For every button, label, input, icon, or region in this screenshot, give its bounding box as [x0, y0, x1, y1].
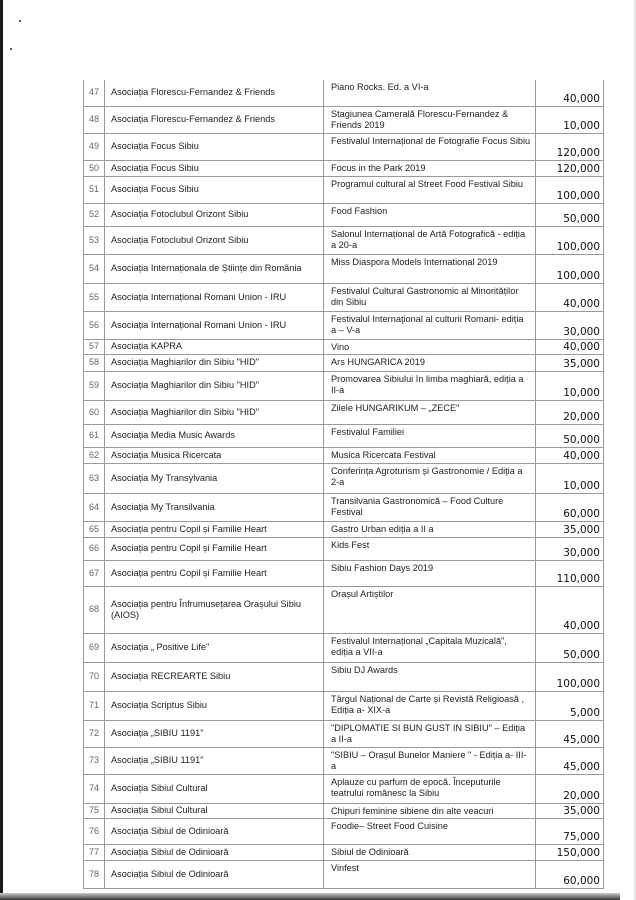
organization-cell: Asociația Maghiarilor din Sibiu "HID": [105, 354, 324, 371]
table-row: [84, 537, 604, 560]
project-cell: Festivalul Internaţional al culturii Romani- ediția a – V-a: [324, 311, 536, 339]
table-row: [84, 80, 604, 106]
row-number: 58: [84, 354, 105, 371]
row-number: 77: [84, 844, 105, 860]
amount-cell: 50,000: [536, 633, 604, 662]
project-cell: Vinfest: [324, 860, 536, 888]
row-number: 67: [84, 560, 105, 586]
amount-cell: 30,000: [536, 311, 604, 339]
row-number: 74: [84, 774, 105, 803]
amount-cell: 35,000: [536, 803, 604, 818]
row-number: 71: [84, 691, 105, 720]
organization-cell: Asociația „SIBIU 1191": [105, 747, 324, 774]
row-number: 76: [84, 818, 105, 844]
amount-cell: 5,000: [536, 691, 604, 720]
row-number: 72: [84, 720, 105, 747]
organization-cell: Asociația Internațional Romani Union - IRU: [105, 283, 324, 311]
row-number: 55: [84, 283, 105, 311]
row-number: 53: [84, 226, 105, 254]
row-number: 47: [84, 80, 105, 106]
amount-cell: 150,000: [536, 844, 604, 860]
amount-cell: 10,000: [536, 463, 604, 493]
row-number: 78: [84, 860, 105, 888]
table-row: [84, 106, 604, 133]
project-cell: Festivalul Internațional „Capitala Muzicală", ediția a VII-a: [324, 633, 536, 662]
amount-cell: 40,000: [536, 447, 604, 463]
table-row: [84, 521, 604, 537]
grants-table-body: [84, 80, 604, 888]
amount-cell: 120,000: [536, 160, 604, 176]
organization-cell: Asociația Focus Sibiu: [105, 160, 324, 176]
project-cell: Musica Ricercata Festival: [324, 447, 536, 463]
table-row: [84, 633, 604, 662]
table-row: [84, 203, 604, 226]
table-row: [84, 254, 604, 283]
table-row: [84, 339, 604, 354]
project-cell: Kids Fest: [324, 537, 536, 560]
table-row: [84, 844, 604, 860]
organization-cell: Asociația Musica Ricercata: [105, 447, 324, 463]
organization-cell: Asociația RECREARTE Sibiu: [105, 662, 324, 691]
organization-cell: Asociația Internaționala de Științe din România: [105, 254, 324, 283]
row-number: 57: [84, 339, 105, 354]
amount-cell: 60,000: [536, 860, 604, 888]
project-cell: Sibiu Fashion Days 2019: [324, 560, 536, 586]
project-cell: Food Fashion: [324, 203, 536, 226]
project-cell: "SIBIU – Orașul Bunelor Maniere " - Ediția a- III-a: [324, 747, 536, 774]
project-cell: Orașul Artiștilor: [324, 586, 536, 633]
grants-table: [83, 80, 604, 889]
table-row: [84, 720, 604, 747]
organization-cell: Asociația Maghiarilor din Sibiu "HID": [105, 371, 324, 400]
organization-cell: Asociația Internațional Romani Union - IRU: [105, 311, 324, 339]
row-number: 59: [84, 371, 105, 400]
project-cell: Transilvania Gastronomică – Food Culture Festival: [324, 493, 536, 521]
project-cell: Promovarea Sibiului în limba maghiară, ediția a II-a: [324, 371, 536, 400]
table-row: [84, 283, 604, 311]
organization-cell: Asociația Focus Sibiu: [105, 176, 324, 203]
row-number: 51: [84, 176, 105, 203]
row-number: 70: [84, 662, 105, 691]
amount-cell: 50,000: [536, 203, 604, 226]
amount-cell: 10,000: [536, 106, 604, 133]
organization-cell: Asociația Sibiul de Odinioară: [105, 860, 324, 888]
organization-cell: Asociația Sibiul de Odinioară: [105, 844, 324, 860]
project-cell: Vino: [324, 339, 536, 354]
row-number: 60: [84, 400, 105, 424]
row-number: 61: [84, 424, 105, 447]
amount-cell: 40,000: [536, 80, 604, 106]
project-cell: Zilele HUNGARIKUM – „ZECE": [324, 400, 536, 424]
table-row: [84, 560, 604, 586]
project-cell: Ars HUNGARICA 2019: [324, 354, 536, 371]
row-number: 69: [84, 633, 105, 662]
organization-cell: Asociația Fotoclubul Orizont Sibiu: [105, 226, 324, 254]
project-cell: Sibiul de Odinioară: [324, 844, 536, 860]
project-cell: Festivalul Internațional de Fotografie Focus Sibiu: [324, 133, 536, 160]
organization-cell: Asociația KAPRA: [105, 339, 324, 354]
organization-cell: Asociația My Transilvania: [105, 493, 324, 521]
project-cell: Stagiunea Camerală Florescu-Fernandez & Friends 2019: [324, 106, 536, 133]
project-cell: Foodie– Street Food Cuisine: [324, 818, 536, 844]
project-cell: Gastro Urban ediția a II a: [324, 521, 536, 537]
organization-cell: Asociația Florescu-Fernandez & Friends: [105, 106, 324, 133]
amount-cell: 45,000: [536, 720, 604, 747]
row-number: 66: [84, 537, 105, 560]
table-row: [84, 447, 604, 463]
row-number: 63: [84, 463, 105, 493]
table-row: [84, 371, 604, 400]
project-cell: Programul cultural al Street Food Festival Sibiu: [324, 176, 536, 203]
row-number: 62: [84, 447, 105, 463]
amount-cell: 35,000: [536, 354, 604, 371]
amount-cell: 40,000: [536, 283, 604, 311]
project-cell: Târgul Național de Carte și Revistă Religioasă , Ediția a- XIX-a: [324, 691, 536, 720]
table-row: [84, 860, 604, 888]
project-cell: Focus in the Park 2019: [324, 160, 536, 176]
row-number: 64: [84, 493, 105, 521]
table-row: [84, 424, 604, 447]
project-cell: "DIPLOMATIE SI BUN GUST IN SIBIU" – Ediția a II-a: [324, 720, 536, 747]
project-cell: Miss Diaspora Models International 2019: [324, 254, 536, 283]
table-row: [84, 774, 604, 803]
amount-cell: 75,000: [536, 818, 604, 844]
amount-cell: 40,000: [536, 586, 604, 633]
table-row: [84, 176, 604, 203]
project-cell: Aplauze cu parfum de epocă. Începuturile teatrului românesc la Sibiu: [324, 774, 536, 803]
table-row: [84, 463, 604, 493]
table-row: [84, 747, 604, 774]
amount-cell: 20,000: [536, 774, 604, 803]
project-cell: Sibiu DJ Awards: [324, 662, 536, 691]
amount-cell: 100,000: [536, 662, 604, 691]
amount-cell: 100,000: [536, 226, 604, 254]
organization-cell: Asociația „ Positive Life": [105, 633, 324, 662]
amount-cell: 110,000: [536, 560, 604, 586]
project-cell: Festivalul Familiei: [324, 424, 536, 447]
table-row: [84, 818, 604, 844]
organization-cell: Asociația Florescu-Fernandez & Friends: [105, 80, 324, 106]
amount-cell: 20,000: [536, 400, 604, 424]
organization-cell: Asociația My Transylvania: [105, 463, 324, 493]
table-row: [84, 133, 604, 160]
row-number: 68: [84, 586, 105, 633]
row-number: 75: [84, 803, 105, 818]
row-number: 48: [84, 106, 105, 133]
table-row: [84, 400, 604, 424]
amount-cell: 100,000: [536, 176, 604, 203]
amount-cell: 60,000: [536, 493, 604, 521]
organization-cell: Asociația Media Music Awards: [105, 424, 324, 447]
organization-cell: Asociația Scriptus Sibiu: [105, 691, 324, 720]
table-row: [84, 586, 604, 633]
organization-cell: Asociația Sibiul de Odinioară: [105, 818, 324, 844]
project-cell: Piano Rocks. Ed. a VI-a: [324, 80, 536, 106]
table-row: [84, 662, 604, 691]
row-number: 73: [84, 747, 105, 774]
table-row: [84, 160, 604, 176]
scan-speck: [10, 48, 12, 50]
table-row: [84, 354, 604, 371]
amount-cell: 100,000: [536, 254, 604, 283]
row-number: 54: [84, 254, 105, 283]
organization-cell: Asociația pentru Copil și Familie Heart: [105, 537, 324, 560]
scan-bottom-edge: [0, 893, 620, 900]
project-cell: Salonul Internațional de Artă Fotografică - ediția a 20-a: [324, 226, 536, 254]
organization-cell: Asociația pentru Copil și Familie Heart: [105, 521, 324, 537]
project-cell: Conferința Agroturism și Gastronomie / Ediția a 2-a: [324, 463, 536, 493]
project-cell: Festivalul Cultural Gastronomic al Minorităților din Sibiu: [324, 283, 536, 311]
organization-cell: Asociația „SIBIU 1191": [105, 720, 324, 747]
scan-left-edge: [0, 0, 3, 900]
amount-cell: 40,000: [536, 339, 604, 354]
table-row: [84, 493, 604, 521]
organization-cell: Asociația Focus Sibiu: [105, 133, 324, 160]
organization-cell: Asociația Maghiarilor din Sibiu "HID": [105, 400, 324, 424]
amount-cell: 45,000: [536, 747, 604, 774]
row-number: 52: [84, 203, 105, 226]
amount-cell: 50,000: [536, 424, 604, 447]
organization-cell: Asociația Sibiul Cultural: [105, 803, 324, 818]
row-number: 50: [84, 160, 105, 176]
organization-cell: Asociația Fotoclubul Orizont Sibiu: [105, 203, 324, 226]
project-cell: Chipuri feminine sibiene din alte veacuri: [324, 803, 536, 818]
organization-cell: Asociația pentru Copil și Familie Heart: [105, 560, 324, 586]
table-row: [84, 311, 604, 339]
table-row: [84, 803, 604, 818]
row-number: 49: [84, 133, 105, 160]
amount-cell: 10,000: [536, 371, 604, 400]
row-number: 56: [84, 311, 105, 339]
row-number: 65: [84, 521, 105, 537]
amount-cell: 35,000: [536, 521, 604, 537]
scan-speck: [19, 20, 21, 22]
organization-cell: Asociația pentru Înfrumusețarea Orașului Sibiu (AIOS): [105, 586, 324, 633]
table-row: [84, 226, 604, 254]
amount-cell: 120,000: [536, 133, 604, 160]
amount-cell: 30,000: [536, 537, 604, 560]
organization-cell: Asociația Sibiul Cultural: [105, 774, 324, 803]
table-row: [84, 691, 604, 720]
